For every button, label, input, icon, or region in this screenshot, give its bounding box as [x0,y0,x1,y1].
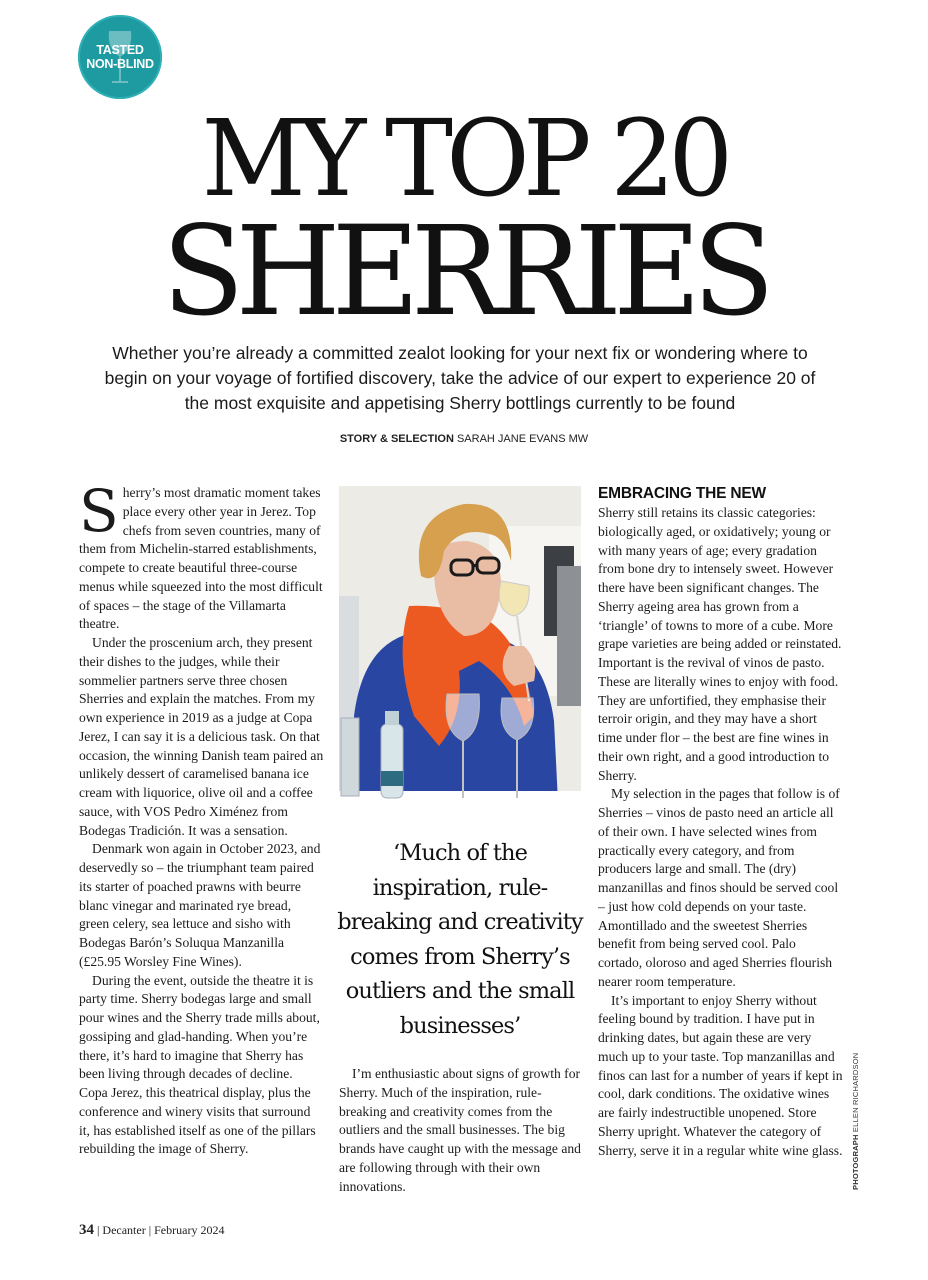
body-paragraph: Sherry still retains its classic categories: biologically aged, or oxidatively; young or with many years of age; every gradation from bone dry to intensely sweet. However there have been significant changes. The Sherry ageing area has grown from a ‘triangle’ of towns to more of a cube. More grape varieties are being added or reinstated. Important is the revival of vinos de pasto. These are literally wines to enjoy with food. They are unfortified, they emphasise their terroir origin, and they may have a short time under flor – the best are fine wines in their own right, and a good introduction to Sherry. [598,505,842,783]
opening-paragraph [79,477,324,634]
article-column-3 [598,484,843,1160]
pull-quote: ‘Much of the inspiration, rule-breaking and creativity comes from Sherry’s outliers and the small businesses’ [337,840,583,1039]
headline-line-2: SHERRIES [161,200,767,344]
body-paragraph: It’s important to enjoy Sherry without feeling bound by tradition. I have put in drinking dates, but again these are very much up to your taste. Top manzanillas and finos can last for a number of years if kept in cool, dark conditions. The oxidative wines are fairly indestructible unopened. Store Sherry upright. Whatever the category of Sherry, serve it in a regular white wine glass. [598,992,843,1158]
byline [0,433,928,445]
body-paragraph: During the event, outside the theatre it is party time. Sherry bodegas large and small pour wines and the Sherry trade mills about, gossiping and glad-handing. When you’re there, it’s hard to imagine that Sherry has been living through decades of decline. Copa Jerez, this theatrical display, plus the conference and winery visits that surround it, has established itself as one of the pillars rebuilding the image of Sherry. [79,972,320,1157]
badge-line-2: NON-BLIND [86,57,154,71]
paragraph-text: herry’s most dramatic moment takes place every other year in Jerez. Top chefs from seven countries, many of them from Michelin-starred establishments, compete to create beautiful three-course menus while squeezed into the most difficult of spaces – the stage of the Villamarta theatre. [79,485,323,632]
folio-divider: | [97,1223,100,1237]
credit-name: ELLEN RICHARDSON [851,1052,860,1133]
article-column-2 [339,1065,584,1196]
standfirst: Whether you’re already a committed zealot looking for your next fix or wondering where to begin on your voyage of fortified discovery, take the advice of our expert to experience 20 of the most exquisite and appetising Sherry bottlings currently to be found [104,343,816,413]
page-number: 34 [79,1222,94,1238]
body-paragraph: Denmark won again in October 2023, and deservedly so – the triumphant team paired its starter of poached prawns with beurre blanc vinegar and marinated rye bread, green celery, sea lettuce and sisho with Bodegas Barón’s Soluqua Manzanilla (£25.95 Worsley Fine Wines). [79,841,321,969]
section-heading: EMBRACING THE NEW [598,485,766,502]
headline-line-1: MY TOP 20 [201,97,727,220]
sarah-jane-evans-photo [339,486,581,822]
body-paragraph: I’m enthusiastic about signs of growth for Sherry. Much of the inspiration, rule-breaking and creativity comes from the outliers and the small businesses. The big brands have caught up with the message and are following through with their own innovations. [339,1066,581,1194]
body-paragraph: Under the proscenium arch, they present their dishes to the judges, while their sommelier partners serve three chosen Sherries and explain the matches. From my own experience in 2019 as a judge at Copa Jerez, I can say it is a delicious task. On that occasion, the winning Danish team paired an unlikely dessert of caramelised banana ice cream with liquorice, olive oil and a coffee sauce, with VOS Pedro Ximénez from Bodegas Tradición. It was a sensation. [79,635,324,838]
byline-author: SARAH JANE EVANS MW [456,433,589,445]
body-paragraph: My selection in the pages that follow is of Sherries – vinos de pasto need an article all of their own. I have selected wines from practically every category, and from producers large and small. The (dry) manzanillas and finos should be served cool – just how cold depends on your taste. Amontillado and the sweetest Sherries benefit from being served cool. Palo cortado, oloroso and aged Sherries flourish nearer room temperature. [598,786,840,989]
article-column-1 [79,477,324,1159]
credit-label: PHOTOGRAPH [851,1134,860,1190]
folio-divider: | [148,1223,152,1237]
badge-line-1: TASTED [96,43,144,57]
page-folio [79,1222,224,1239]
tasted-non-blind-badge [78,15,162,99]
byline-label: STORY & SELECTION [339,433,454,445]
drop-cap: S [79,477,119,545]
magazine-name: Decanter [102,1223,146,1237]
photo-credit [851,1053,860,1190]
issue-date: February 2024 [154,1223,225,1237]
